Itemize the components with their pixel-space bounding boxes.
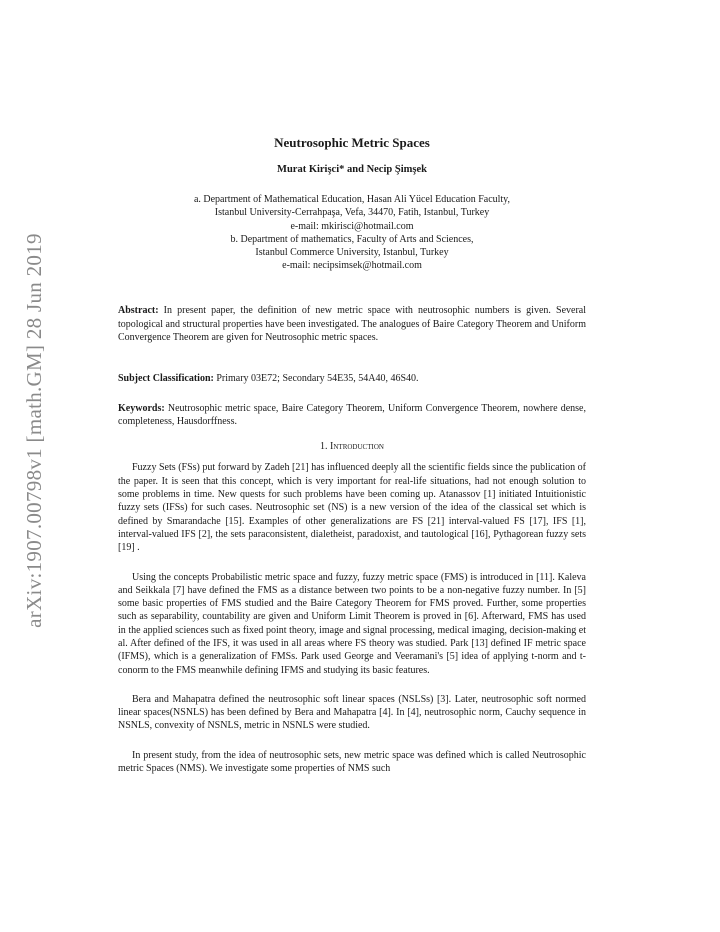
arxiv-identifier: arXiv:1907.00798v1 [math.GM] 28 Jun 2019	[21, 232, 46, 628]
affiliation-email: e-mail: mkirisci@hotmail.com	[290, 220, 414, 232]
abstract-label: Abstract:	[118, 305, 159, 317]
keywords-label: Keywords:	[118, 402, 165, 414]
subject-classification	[118, 372, 586, 385]
affiliation-line: Istanbul Commerce University, Istanbul, Turkey	[255, 246, 449, 258]
paper-authors: Murat Kirişci* and Necip Şimşek	[277, 164, 427, 176]
body-paragraph: In present study, from the idea of neutrosophic sets, new metric space was defined which is called Neutrosophic metric Spaces (NMS). We investigate some properties of NMS such	[118, 749, 586, 775]
affiliations	[118, 193, 586, 272]
subject-label: Subject Classification:	[118, 373, 214, 385]
affiliation-line: b. Department of mathematics, Faculty of Arts and Sciences,	[230, 233, 474, 245]
section-heading: 1. Introduction	[320, 441, 384, 453]
paper-page	[118, 134, 586, 791]
affiliation-email: e-mail: necipsimsek@hotmail.com	[282, 260, 422, 272]
affiliation-line: a. Department of Mathematical Education, Hasan Ali Yücel Education Faculty,	[193, 194, 511, 206]
arxiv-sidebar-stamp	[12, 200, 56, 660]
keywords	[118, 402, 586, 429]
body-paragraph: Fuzzy Sets (FSs) put forward by Zadeh [21] has influenced deeply all the scientific fields since the publication of the paper. It is seen that this concept, which is very important for real-life situations, had not enough solution to some problems in time. New quests for such problems have been coming up. Atanassov [1] initiated Intuitionistic fuzzy sets (IFSs) for such cases. Neutrosophic set (NS) is a new version of the idea of the classical set which is defined by Smarandache [15]. Examples of other generalizations are FS [21] interval-valued FS [17], IFS [1], interval-valued IFS [2], the sets paraconsistent, dialetheist, paradoxist, and tautological [16], Pythagorean fuzzy sets [19] .	[118, 462, 586, 554]
abstract	[118, 304, 586, 344]
keywords-text: Neutrosophic metric space, Baire Category Theorem, Uniform Convergence Theorem, nowhere dense, completeness, Hausdorffness.	[118, 402, 586, 427]
affiliation-line: Istanbul University-Cerrahpaşa, Vefa, 34470, Fatih, Istanbul, Turkey	[214, 207, 490, 219]
abstract-text: In present paper, the definition of new metric space with neutrosophic numbers is given. Several topological and structural properties have been investigated. The analogues of Baire Category Theorem and Uniform Convergence Theorem are given for Neutrosophic metric spaces.	[118, 305, 586, 343]
body-paragraph: Bera and Mahapatra defined the neutrosophic soft linear spaces (NSLSs) [3]. Later, neutrosophic soft normed linear spaces(NSNLS) has been defined by Bera and Mahapatra [4]. In [4], neutrosophic norm, Cauchy sequence in NSNLS, convexity of NSNLS, metric in NSNLS were studied.	[118, 693, 586, 732]
paper-title: Neutrosophic Metric Spaces	[274, 135, 430, 150]
body-paragraph: Using the concepts Probabilistic metric space and fuzzy, fuzzy metric space (FMS) is introduced in [11]. Kaleva and Seikkala [7] have defined the FMS as a distance between two points to be a non-negative fuzzy number. In [5] some basic properties of FMS studied and the Baire Category Theorem for FMS proved. Further, some properties such as separability, countability are given and Uniform Limit Theorem is proved in [6]. Afterward, FMS has used in the applied sciences such as fixed point theory, image and signal processing, medical imaging, decision-making et al. After defined of the IFS, it was used in all areas where FS theory was studied. Park [13] defined IF metric space (IFMS), which is a generalization of FMSs. Park used George and Veeramani's [5] idea of applying t-norm and t-conorm to the FMS meanwhile defining IFMS and studying its basic features.	[118, 571, 586, 676]
subject-text: Primary 03E72; Secondary 54E35, 54A40, 46S40.	[213, 373, 419, 385]
